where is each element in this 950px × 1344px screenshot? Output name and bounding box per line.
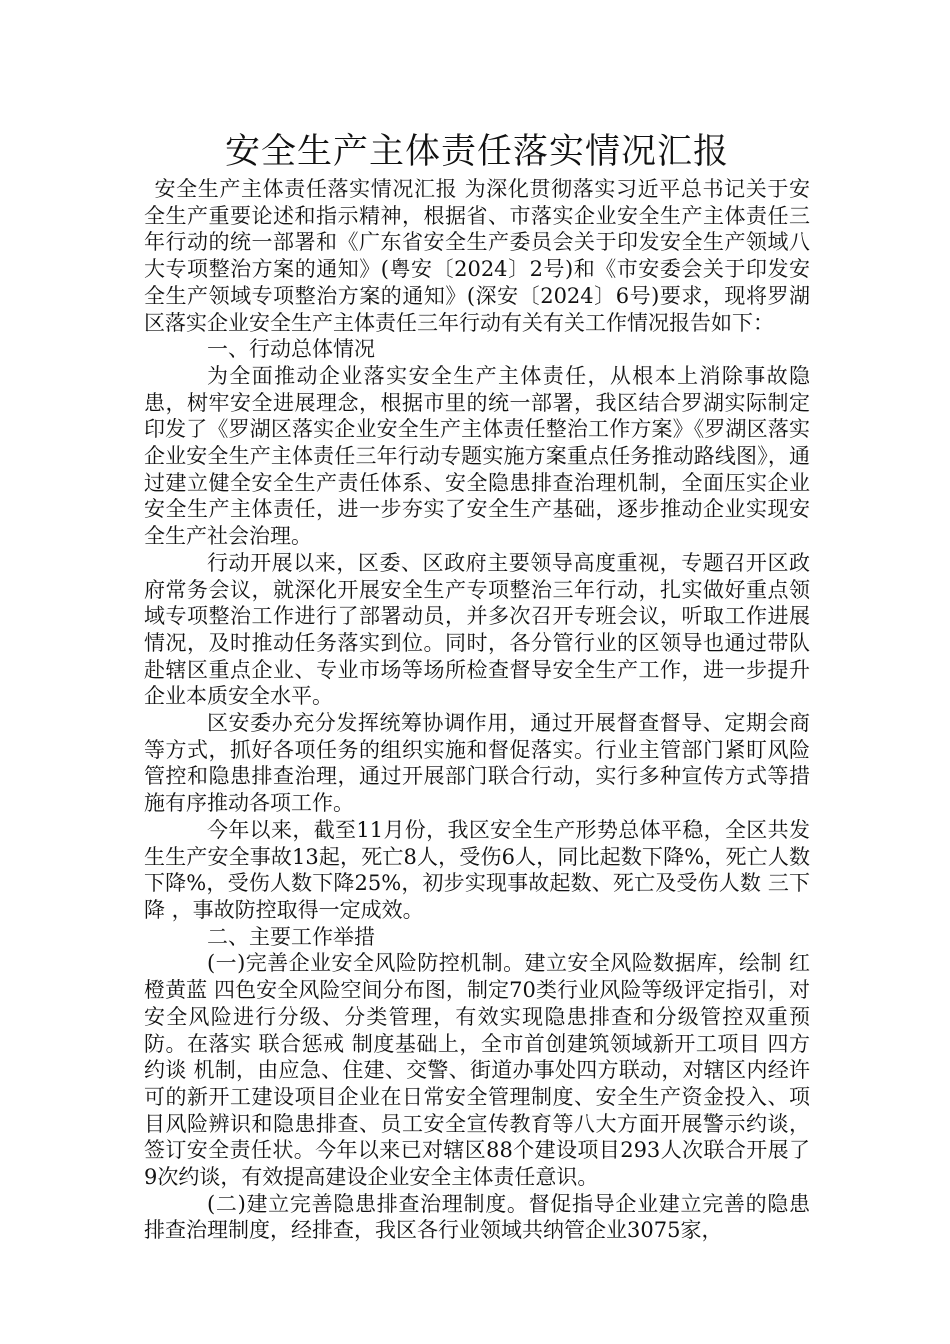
section-heading-2: 二、主要工作举措 [207,924,375,949]
document-page [144,128,810,1244]
body-paragraph: 行动开展以来，区委、区政府主要领导高度重视，专题召开区政府常务会议，就深化开展安全生产专项整治三年行动，扎实做好重点领域专项整治工作进行了部署动员，并多次召开专班会议，听取工作进展情况，及时推动任务落实到位。同时，各分管行业的区领导也通过带队赴辖区重点企业、专业市场等场所检查督导安全生产工作，进一步提升企业本质安全水平。 [144,550,810,709]
section-heading-1: 一、行动总体情况 [207,337,375,362]
body-paragraph: 今年以来，截至11月份，我区安全生产形势总体平稳，全区共发生生产安全事故13起，死亡8人，受伤6人，同比起数下降%，死亡人数下降%，受伤人数下降25%，初步实现事故起数、死亡及受伤人数 三下降 ，事故防控取得一定成效。 [144,817,810,922]
body-paragraph: 区安委办充分发挥统筹协调作用，通过开展督查督导、定期会商等方式，抓好各项任务的组织实施和督促落实。行业主管部门紧盯风险管控和隐患排查治理，通过开展部门联合行动，实行多种宣传方式等措施有序推动各项工作。 [144,711,810,816]
body-paragraph: (一)完善企业安全风险防控机制。建立安全风险数据库，绘制 红橙黄蓝 四色安全风险空间分布图，制定70类行业风险等级评定指引，对安全风险进行分级、分类管理，有效实现隐患排查和分级管控双重预防。在落实 联合惩戒 制度基础上，全市首创建筑领域新开工项目 四方约谈 机制，由应急、住建、交警、街道办事处四方联动，对辖区内经许可的新开工建设项目企业在日常安全管理制度、安全生产资金投入、项目风险辨识和隐患排查、员工安全宣传教育等八大方面开展警示约谈，签订安全责任状。今年以来已对辖区88个建设项目293人次联合开展了9次约谈，有效提高建设企业安全主体责任意识。 [144,951,810,1190]
intro-paragraph: 安全生产主体责任落实情况汇报 为深化贯彻落实习近平总书记关于安全生产重要论述和指示精神，根据省、市落实企业安全生产主体责任三年行动的统一部署和《广东省安全生产委员会关于印发安全生产领域八大专项整治方案的通知》(粤安〔2024〕2号)和《市安委会关于印发安全生产领域专项整治方案的通知》(深安〔2024〕6号)要求，现将罗湖区落实企业安全生产主体责任三年行动有关有关工作情况报告如下： [144,177,810,335]
body-paragraph: 为全面推动企业落实安全生产主体责任，从根本上消除事故隐患，树牢安全进展理念，根据市里的统一部署，我区结合罗湖实际制定印发了《罗湖区落实企业安全生产主体责任整治工作方案》《罗湖区落实企业安全生产主体责任三年行动专题实施方案重点任务推动路线图》，通过建立健全安全生产责任体系、安全隐患排查治理机制，全面压实企业安全生产主体责任，进一步夯实了安全生产基础，逐步推动企业实现安全生产社会治理。 [144,363,810,549]
body-paragraph: (二)建立完善隐患排查治理制度。督促指导企业建立完善的隐患排查治理制度，经排查，我区各行业领域共纳管企业3075家， [144,1191,810,1243]
document-title: 安全生产主体责任落实情况汇报 [224,132,729,172]
document-body [144,176,810,1244]
